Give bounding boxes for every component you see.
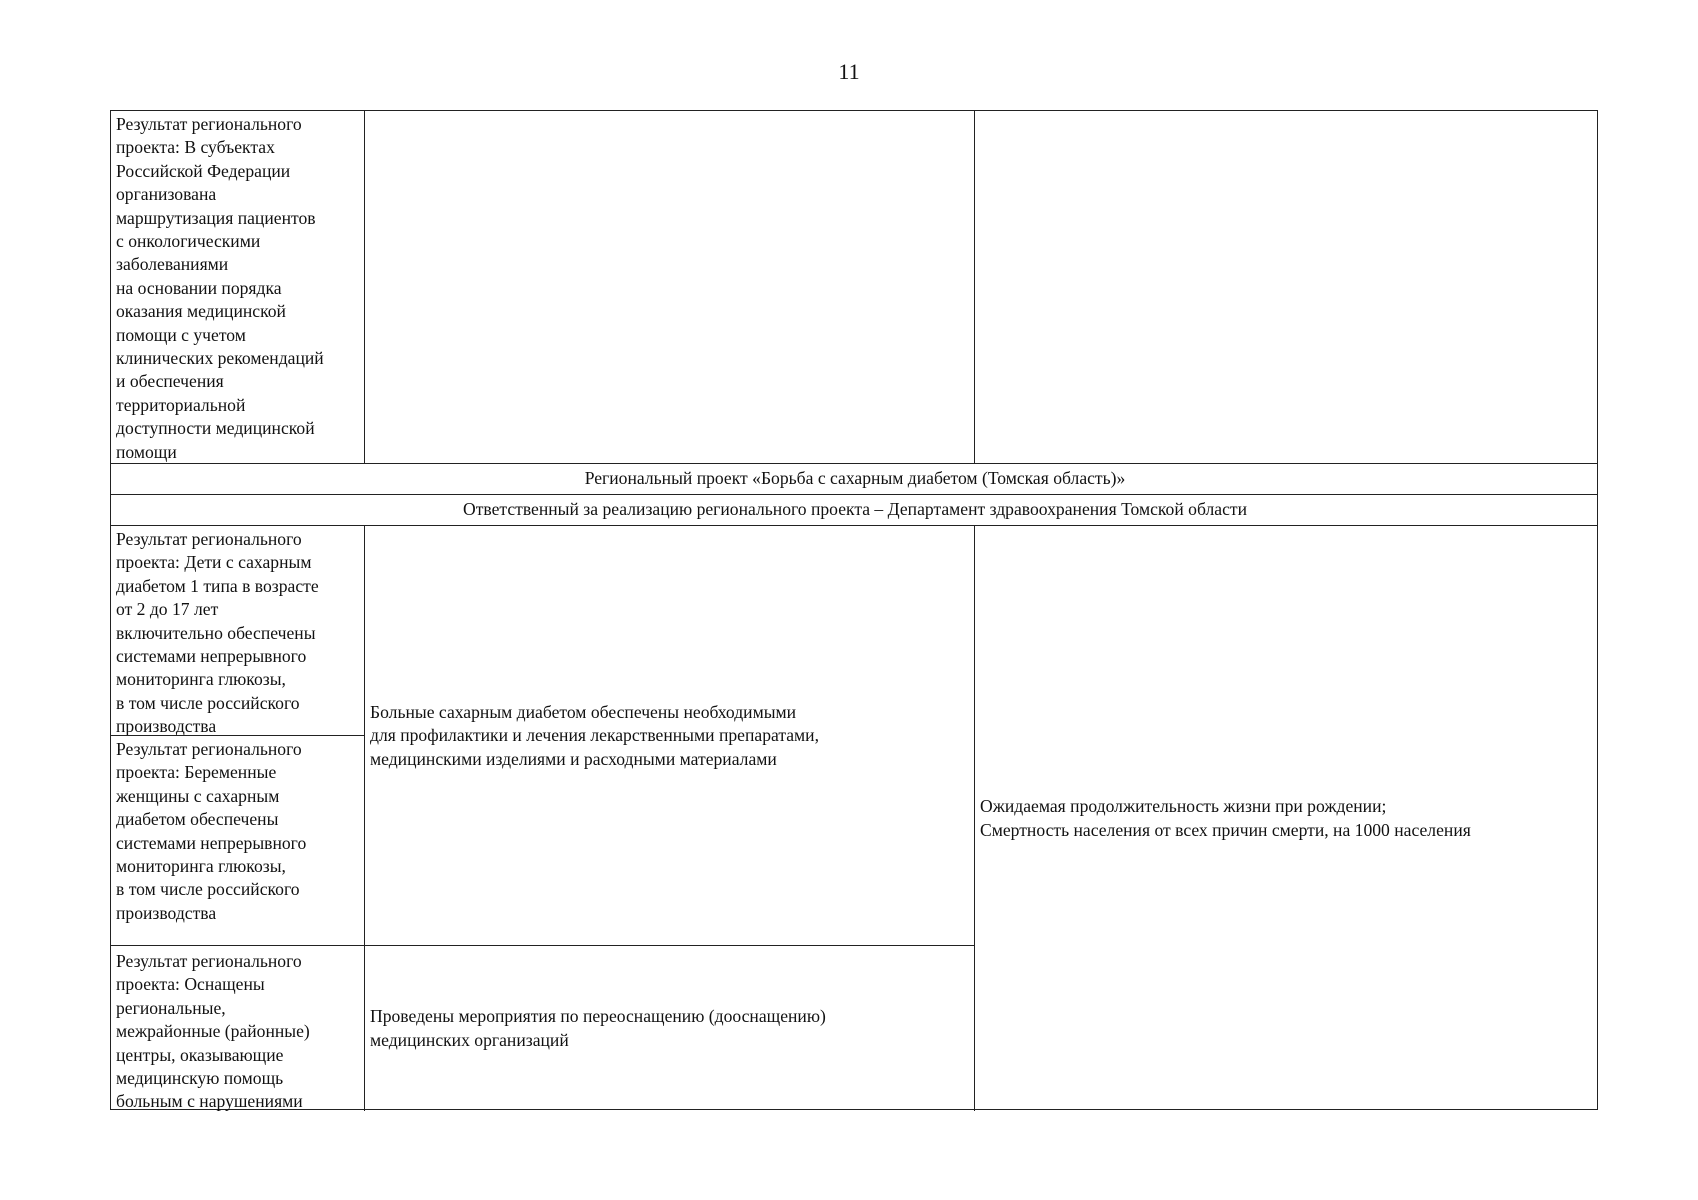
result-cell-pregnant-glucose-monitoring: Результат регионального проекта: Беременные женщины с сахарным диабетом обеспечены системами непрерывного мониторинга глюкозы, в том числе российского производства: [116, 739, 307, 923]
row-divider: [111, 494, 1597, 495]
column-divider: [974, 525, 975, 1111]
indicator-cell-oncology: [975, 111, 1597, 463]
column-divider: [364, 525, 365, 1111]
project-title-row: Региональный проект «Борьба с сахарным диабетом (Томская область)»: [584, 468, 1126, 488]
effect-text-reequipment: Проведены мероприятия по переоснащению (дооснащению) медицинских организаций: [370, 1006, 826, 1050]
row-divider: [111, 735, 365, 736]
effect-cell-oncology: [365, 111, 975, 463]
column-divider: [364, 111, 365, 463]
goals-results-table: [110, 110, 1598, 1110]
row-divider: [111, 463, 1597, 464]
responsible-row: Ответственный за реализацию регионального проекта – Департамент здравоохранения Томской области: [463, 499, 1247, 519]
effect-cell-reequipment: [365, 946, 975, 1111]
row-divider: [111, 945, 975, 946]
effect-text-diabetes-supply: Больные сахарным диабетом обеспечены необходимыми для профилактики и лечения лекарственными препаратами, медицинскими изделиями и расходными материалами: [370, 701, 820, 769]
result-cell-children-glucose-monitoring: Результат регионального проекта: Дети с сахарным диабетом 1 типа в возрасте от 2 до 17 лет включительно обеспечены системами непрерывного мониторинга глюкозы, в том числе российского производства: [116, 529, 319, 736]
column-divider: [974, 111, 975, 463]
result-cell-oncology-routing: Результат регионального проекта: В субъектах Российской Федерации организована маршрутизация пациентов с онкологическими заболеваниями на основании порядка оказания медицинской помощи с учетом клинических рекомендаций и обеспечения территориальной доступности медицинской помощи: [116, 114, 324, 462]
result-cell-equipped-centers: Результат регионального проекта: Оснащены региональные, межрайонные (районные) центры, оказывающие медицинскую помощь больным с нарушениями: [116, 951, 310, 1111]
indicator-cell-life-expectancy: [975, 526, 1597, 1111]
page-number: 11: [838, 59, 860, 84]
effect-cell-diabetes-supply: [365, 526, 975, 946]
indicator-text-life-expectancy: Ожидаемая продолжительность жизни при рождении; Смертность населения от всех причин смерти, на 1000 населения: [980, 796, 1471, 840]
row-divider: [111, 525, 1597, 526]
